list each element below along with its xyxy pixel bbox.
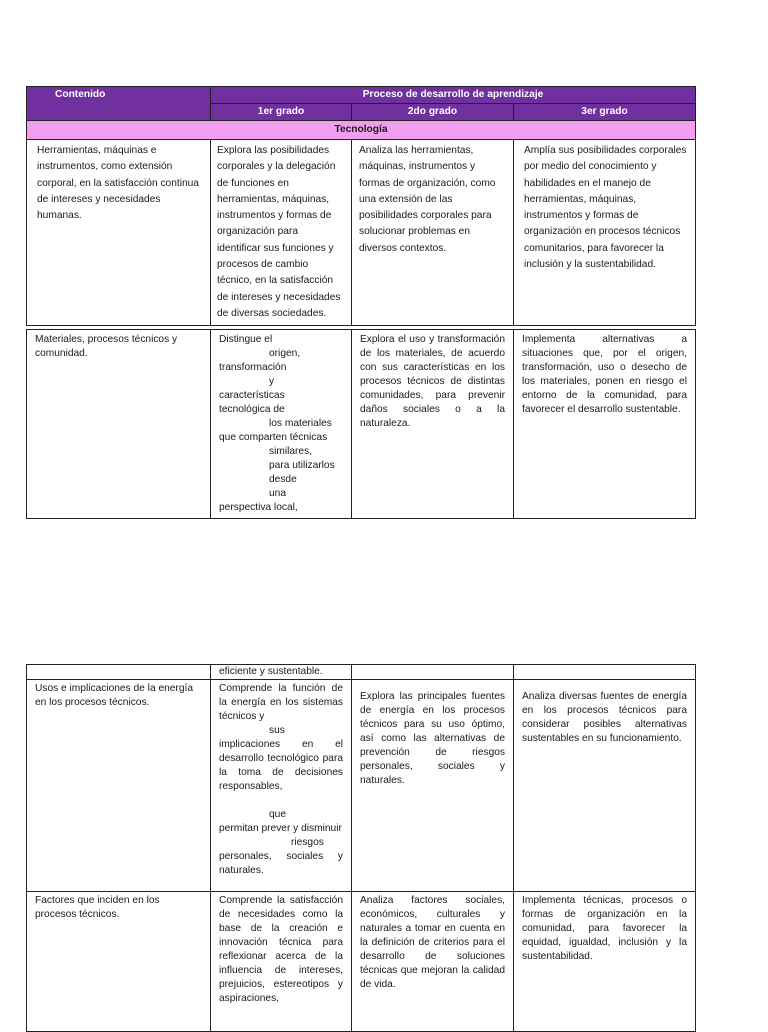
g1-text: permitan prever y disminuir [219,823,342,834]
header-proceso: Proceso de desarrollo de aprendizaje [211,87,696,104]
cell-grade-2: Explora las principales fuentes de energía en los procesos técnicos para su uso óptimo, así como las alternativas de prevención de riesgos personales, sociales y naturales. [352,680,514,892]
g1-text: personales, sociales y naturales. [219,851,343,876]
table-row [27,680,696,892]
table-row [27,665,696,680]
header-row [27,87,696,104]
section-tecnologia: Tecnología [27,121,696,140]
cell-grade-2: Analiza factores sociales, económicos, culturales y naturales a tomar en cuenta en la definición de criterios para el desarrollo de soluciones técnicas que mejoran la calidad de vida. [352,892,514,1032]
g1-line: transformación [219,362,287,373]
cell-grade-2: Explora el uso y transformación de los materiales, de acuerdo con sus características en los procesos técnicos de distintas comunidades, para prevenir daños sociales o a la naturaleza. [352,330,514,519]
cell-grade-1 [211,680,352,892]
cell-grade-3: Implementa técnicas, procesos o formas de organización en la comunidad, para favorecer la equidad, igualdad, inclusión y la sustentabilidad. [514,892,696,1032]
header-grade-2: 2do grado [352,104,514,121]
cell-grade-2: Analiza las herramientas, máquinas, instrumentos y formas de organización, como una extensión de las posibilidades corporales para solucionar problemas en diversos contextos. [352,140,514,326]
cell-empty [352,665,514,680]
g1-text: sus [269,725,285,736]
g1-text: riesgos [291,837,324,848]
cell-contenido: Factores que inciden en los procesos técnicos. [27,892,211,1032]
cell-grade-3: Amplía sus posibilidades corporales por medio del conocimiento y habilidades en el manejo de herramientas, máquinas, instrumentos y formas de organización en procesos técnicos comunitarios, para favorecer la inclusión y la sustentabilidad. [514,140,696,326]
cell-empty [514,665,696,680]
g1-line: similares, [269,446,313,457]
g1-text: que [269,809,286,820]
g1-line: tecnológica de [219,404,285,415]
g1-text: Comprende la función de la energía en los sistemas técnicos y [219,683,343,722]
section-row [27,121,696,140]
g1-line: Distingue el [219,334,273,345]
g1-line: características [219,390,285,401]
header-grade-1: 1er grado [211,104,352,121]
g1-line: origen, [269,348,301,359]
header-grade-3: 3er grado [514,104,696,121]
table-row [27,892,696,1032]
g1-line: para utilizarlos [269,460,335,471]
table-tecnologia [26,86,696,326]
cell-grade-1 [211,330,352,519]
cell-grade-1: Comprende la satisfacción de necesidades como la base de la creación e innovación técnica para reflexionar acerca de la influencia de intereses, prejuicios, estereotipos y aspiraciones, [211,892,352,1032]
cell-contenido: Materiales, procesos técnicos y comunidad. [27,330,211,519]
table-row [27,330,696,519]
g1-line: y [269,376,275,387]
cell-contenido: Herramientas, máquinas e instrumentos, como extensión corporal, en la satisfacción continua de intereses y necesidades humanas. [27,140,211,326]
g1-line: que comparten técnicas [219,432,328,443]
g1-line: los materiales [269,418,332,429]
cell-grade-3: Analiza diversas fuentes de energía en los procesos técnicos para considerar posibles alternativas sustentables en su funcionamiento. [514,680,696,892]
cell-grade-3: Implementa alternativas a situaciones que, por el origen, transformación, uso o desecho de los materiales, ponen en riesgo el entorno de la comunidad, para favorecer el desarrollo sustentable. [514,330,696,519]
table-row [27,140,696,326]
cell-empty [27,665,211,680]
g1-line: una [269,488,286,499]
table-energia [26,664,696,1032]
g1-line: desde [269,474,297,485]
cell-continuation: eficiente y sustentable. [211,665,352,680]
g1-text: implicaciones en el desarrollo tecnológico para la toma de decisiones responsables, [219,739,343,792]
cell-grade-1: Explora las posibilidades corporales y la delegación de funciones en herramientas, máquinas, instrumentos y formas de organización para identificar sus funciones y procesos de cambio técnico, en la satisfacción de intereses y necesidades de diversas sociedades. [211,140,352,326]
g1-line: perspectiva local, [219,502,298,513]
table-materiales [26,329,696,519]
cell-contenido: Usos e implicaciones de la energía en los procesos técnicos. [27,680,211,892]
header-contenido: Contenido [27,87,211,121]
